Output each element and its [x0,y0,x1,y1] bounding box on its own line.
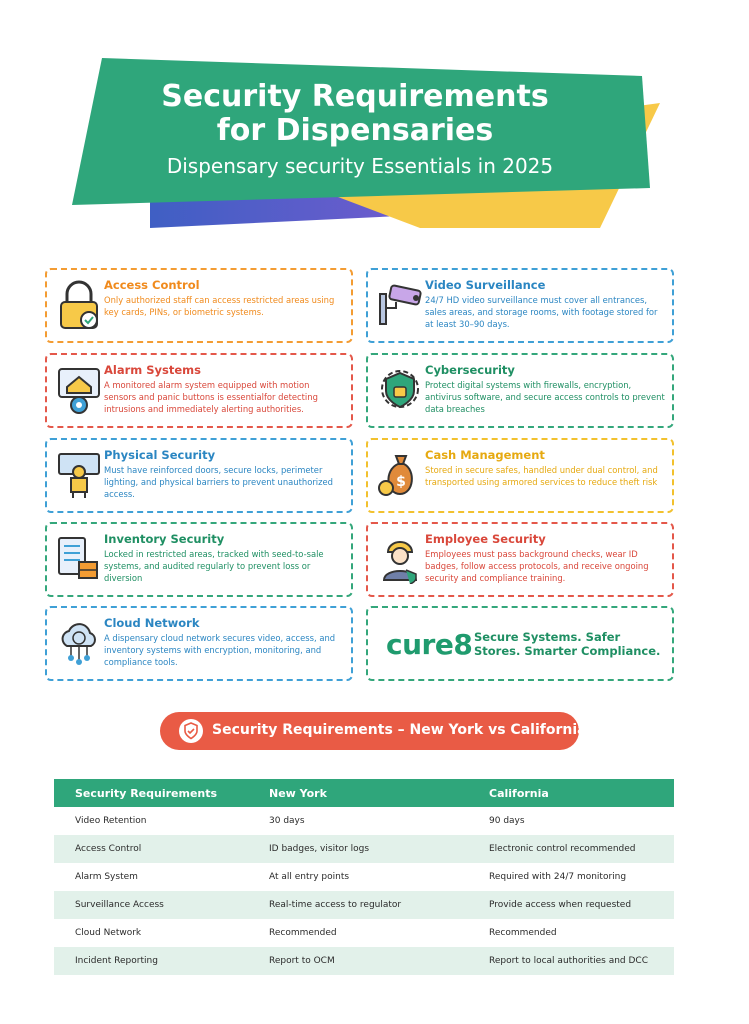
card-description: Employees must pass background checks, wear ID badges, follow access protocols, and receive ongoing security and compliance training. [425,549,649,583]
card-title: Cash Management [425,448,545,462]
cell-california: Report to local authorities and DCC [489,956,648,966]
header-banner [0,0,749,240]
card-employee-security [366,522,674,597]
card-title: Inventory Security [104,532,225,546]
comparison-title: Security Requirements – New York vs California [212,722,587,738]
cell-new-york: At all entry points [269,872,350,882]
cell-california: Provide access when requested [489,900,632,910]
card-description: Stored in secure safes, handled under dual control, and transported using armored services to reduce theft risk [425,465,658,487]
cloud-network-icon [55,618,103,668]
table-row [54,919,674,947]
card-title: Cybersecurity [425,363,515,377]
brand-card [366,606,674,681]
cyber-shield-icon [376,365,424,415]
card-description: A dispensary cloud network secures video, access, and inventory systems with encryption, monitoring, and compliance tools. [104,633,336,667]
table-row [54,807,674,835]
card-description: A monitored alarm system equipped with motion sensors and panic buttons is essentialfor detecting intrusions and immediately alerting authorities. [104,380,318,414]
money-bag-icon [376,450,424,500]
cell-requirement: Alarm System [75,872,138,882]
comparison-heading [160,712,587,750]
cell-new-york: Report to OCM [269,956,335,966]
table-header [54,779,674,807]
cell-california: Recommended [489,928,557,938]
card-cybersecurity [366,353,674,428]
page-subtitle: Dispensary security Essentials in 2025 [166,154,554,178]
cell-requirement: Incident Reporting [75,956,158,966]
card-description: 24/7 HD video surveillance must cover all entrances, sales areas, and storage rooms, with footage stored for at least 30–90 days. [425,295,658,329]
worker-icon [376,534,424,584]
cell-requirement: Surveillance Access [75,900,164,910]
card-description: Locked in restricted areas, tracked with seed-to-sale systems, and audited regularly to prevent loss or diversion [104,549,324,583]
page-title [120,80,590,148]
card-cash-management [366,438,674,513]
cell-california: Electronic control recommended [489,844,636,854]
header-requirement: Security Requirements [75,787,218,800]
cell-california: 90 days [489,816,525,826]
card-video-surveillance [366,268,674,343]
card-title: Alarm Systems [104,363,202,377]
cell-new-york: ID badges, visitor logs [269,844,370,854]
cell-requirement: Access Control [75,844,142,854]
brand-tagline: Secure Systems. Safer Stores. Smarter Compliance. [474,630,661,658]
card-inventory-security [45,522,353,597]
svg-text:$: $ [396,474,406,490]
card-title: Cloud Network [104,616,200,630]
cell-new-york: Real-time access to regulator [269,900,402,910]
cell-requirement: Video Retention [75,816,147,826]
card-alarm-systems [45,353,353,428]
card-description: Only authorized staff can access restricted areas using key cards, PINs, or biometric systems. [104,295,335,317]
title-line-2: for Dispensaries [216,113,494,148]
card-title: Physical Security [104,448,216,462]
cell-california: Required with 24/7 monitoring [489,872,627,882]
header-new-york: New York [269,787,327,800]
card-access-control [45,268,353,343]
inventory-icon [55,534,103,584]
padlock-icon [55,280,103,330]
cell-new-york: Recommended [269,928,337,938]
card-physical-security [45,438,353,513]
card-title: Access Control [104,278,200,292]
shield-check-icon [179,719,203,743]
card-description: Protect digital systems with firewalls, encryption, antivirus software, and secure access controls to prevent data breaches [425,380,665,414]
card-description: Must have reinforced doors, secure locks, perimeter lighting, and physical barriers to prevent unauthorized access. [104,465,333,499]
comparison-table [54,779,674,975]
alarm-panel-icon [55,365,103,415]
table-row [54,835,674,863]
cell-requirement: Cloud Network [75,928,142,938]
cure8-logo: cure8 [386,628,473,661]
header-california: California [489,787,549,800]
cctv-camera-icon [376,280,424,330]
table-row [54,863,674,891]
guard-icon [55,450,103,500]
card-cloud-network [45,606,353,681]
card-title: Employee Security [425,532,546,546]
title-line-1: Security Requirements [161,79,549,114]
table-row [54,947,674,975]
table-row [54,891,674,919]
card-title: Video Surveillance [425,278,546,292]
cell-new-york: 30 days [269,816,305,826]
